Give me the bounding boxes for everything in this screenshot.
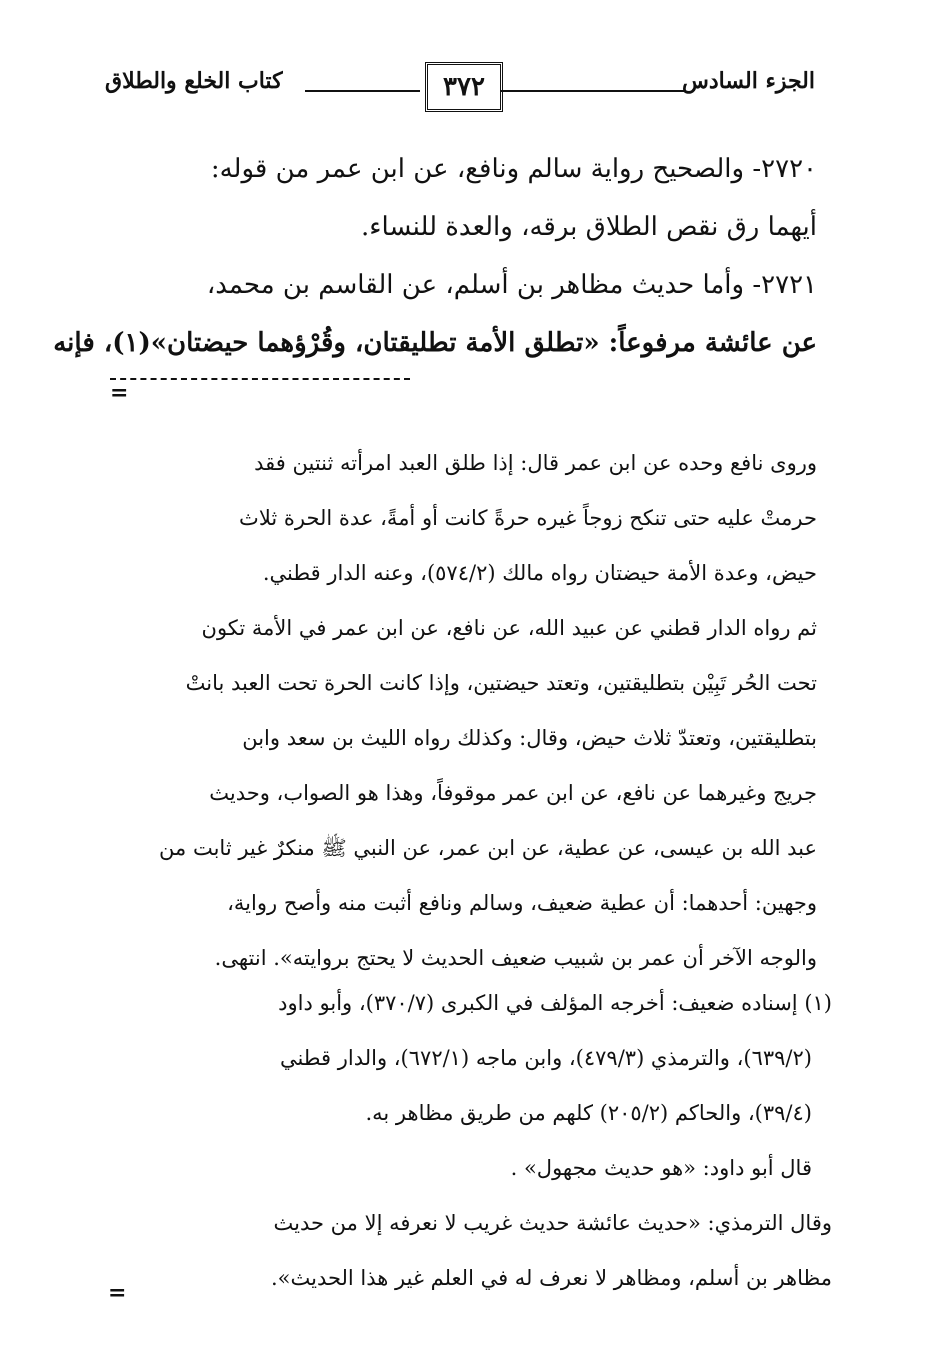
volume-title: الجزء السادس — [682, 68, 815, 94]
commentary-text — [105, 436, 817, 986]
commentary-line: وروى نافع وحده عن ابن عمر قال: إذا طلق العبد امرأته ثنتين فقد — [254, 451, 817, 475]
chapter-title: كتاب الخلع والطلاق — [105, 68, 283, 94]
footnote-text — [105, 976, 832, 1306]
main-line: ٢٧٢٠- والصحيح رواية سالم ونافع، عن ابن عمر من قوله: — [210, 154, 817, 184]
header-rule-left — [305, 90, 420, 92]
footnote-line: (٦٣٩/٢)، والترمذي (٤٧٩/٣)، وابن ماجه (٦٧٢/١)، والدار قطني — [279, 1046, 812, 1070]
main-line: أيهما رق نقص الطلاق برقه، والعدة للنساء. — [361, 212, 817, 242]
commentary-line: جريج وغيرهما عن نافع، عن ابن عمر موقوفاً، وهذا هو الصواب، وحديث — [209, 781, 817, 805]
main-text — [53, 140, 817, 372]
commentary-line: والوجه الآخر أن عمر بن شبيب ضعيف الحديث لا يحتج بروايته». انتهى. — [214, 946, 817, 970]
footnote-line: (٣٩/٤)، والحاكم (٢٠٥/٢) كلهم من طريق مظاهر به. — [365, 1101, 812, 1125]
page-number: ٣٧٢ — [425, 62, 503, 112]
commentary-line: بتطليقتين، وتعتدّ ثلاث حيض، وقال: وكذلك رواه الليث بن سعد وابن — [242, 726, 817, 750]
footnote-line: مظاهر بن أسلم، ومظاهر لا نعرف له في العلم غير هذا الحديث». — [270, 1266, 832, 1290]
main-line: ٢٧٢١- وأما حديث مظاهر بن أسلم، عن القاسم بن محمد، — [206, 270, 817, 300]
continuation-mark-bottom: = — [108, 1280, 127, 1306]
commentary-line: حرمتْ عليه حتى تنكح زوجاً غيره حرةً كانت أو أمةً، عدة الحرة ثلاث — [239, 506, 817, 530]
footnote-line: (١) إسناده ضعيف: أخرجه المؤلف في الكبرى (٣٧٠/٧)، وأبو داود — [278, 991, 832, 1015]
footnote-line: وقال الترمذي: «حديث عائشة حديث غريب لا نعرفه إلا من حديث — [273, 1211, 832, 1235]
header-rule-right — [500, 90, 685, 92]
continuation-mark: = — [110, 380, 129, 406]
commentary-line: وجهين: أحدهما: أن عطية ضعيف، وسالم ونافع أثبت منه وأصح رواية، — [227, 891, 817, 915]
footnote-line: قال أبو داود: «هو حديث مجهول» . — [510, 1156, 812, 1180]
commentary-line: تحت الحُر تَبِيْن بتطليقتين، وتعتد حيضتين، وإذا كانت الحرة تحت العبد بانتْ — [185, 671, 817, 695]
main-line: عن عائشة مرفوعاً: «تطلق الأمة تطليقتان، وقُرْؤهما حيضتان»(١)، فإنه — [53, 328, 817, 358]
commentary-line: ثم رواه الدار قطني عن عبيد الله، عن نافع، عن ابن عمر في الأمة تكون — [201, 616, 817, 640]
footnote-separator — [110, 378, 410, 380]
commentary-line: عبد الله بن عيسى، عن عطية، عن ابن عمر، عن النبي ﷺ منكرٌ غير ثابت من — [159, 836, 817, 860]
commentary-line: حيض، وعدة الأمة حيضتان رواه مالك (٥٧٤/٢)، وعنه الدار قطني. — [262, 561, 817, 585]
page-header — [105, 62, 815, 118]
